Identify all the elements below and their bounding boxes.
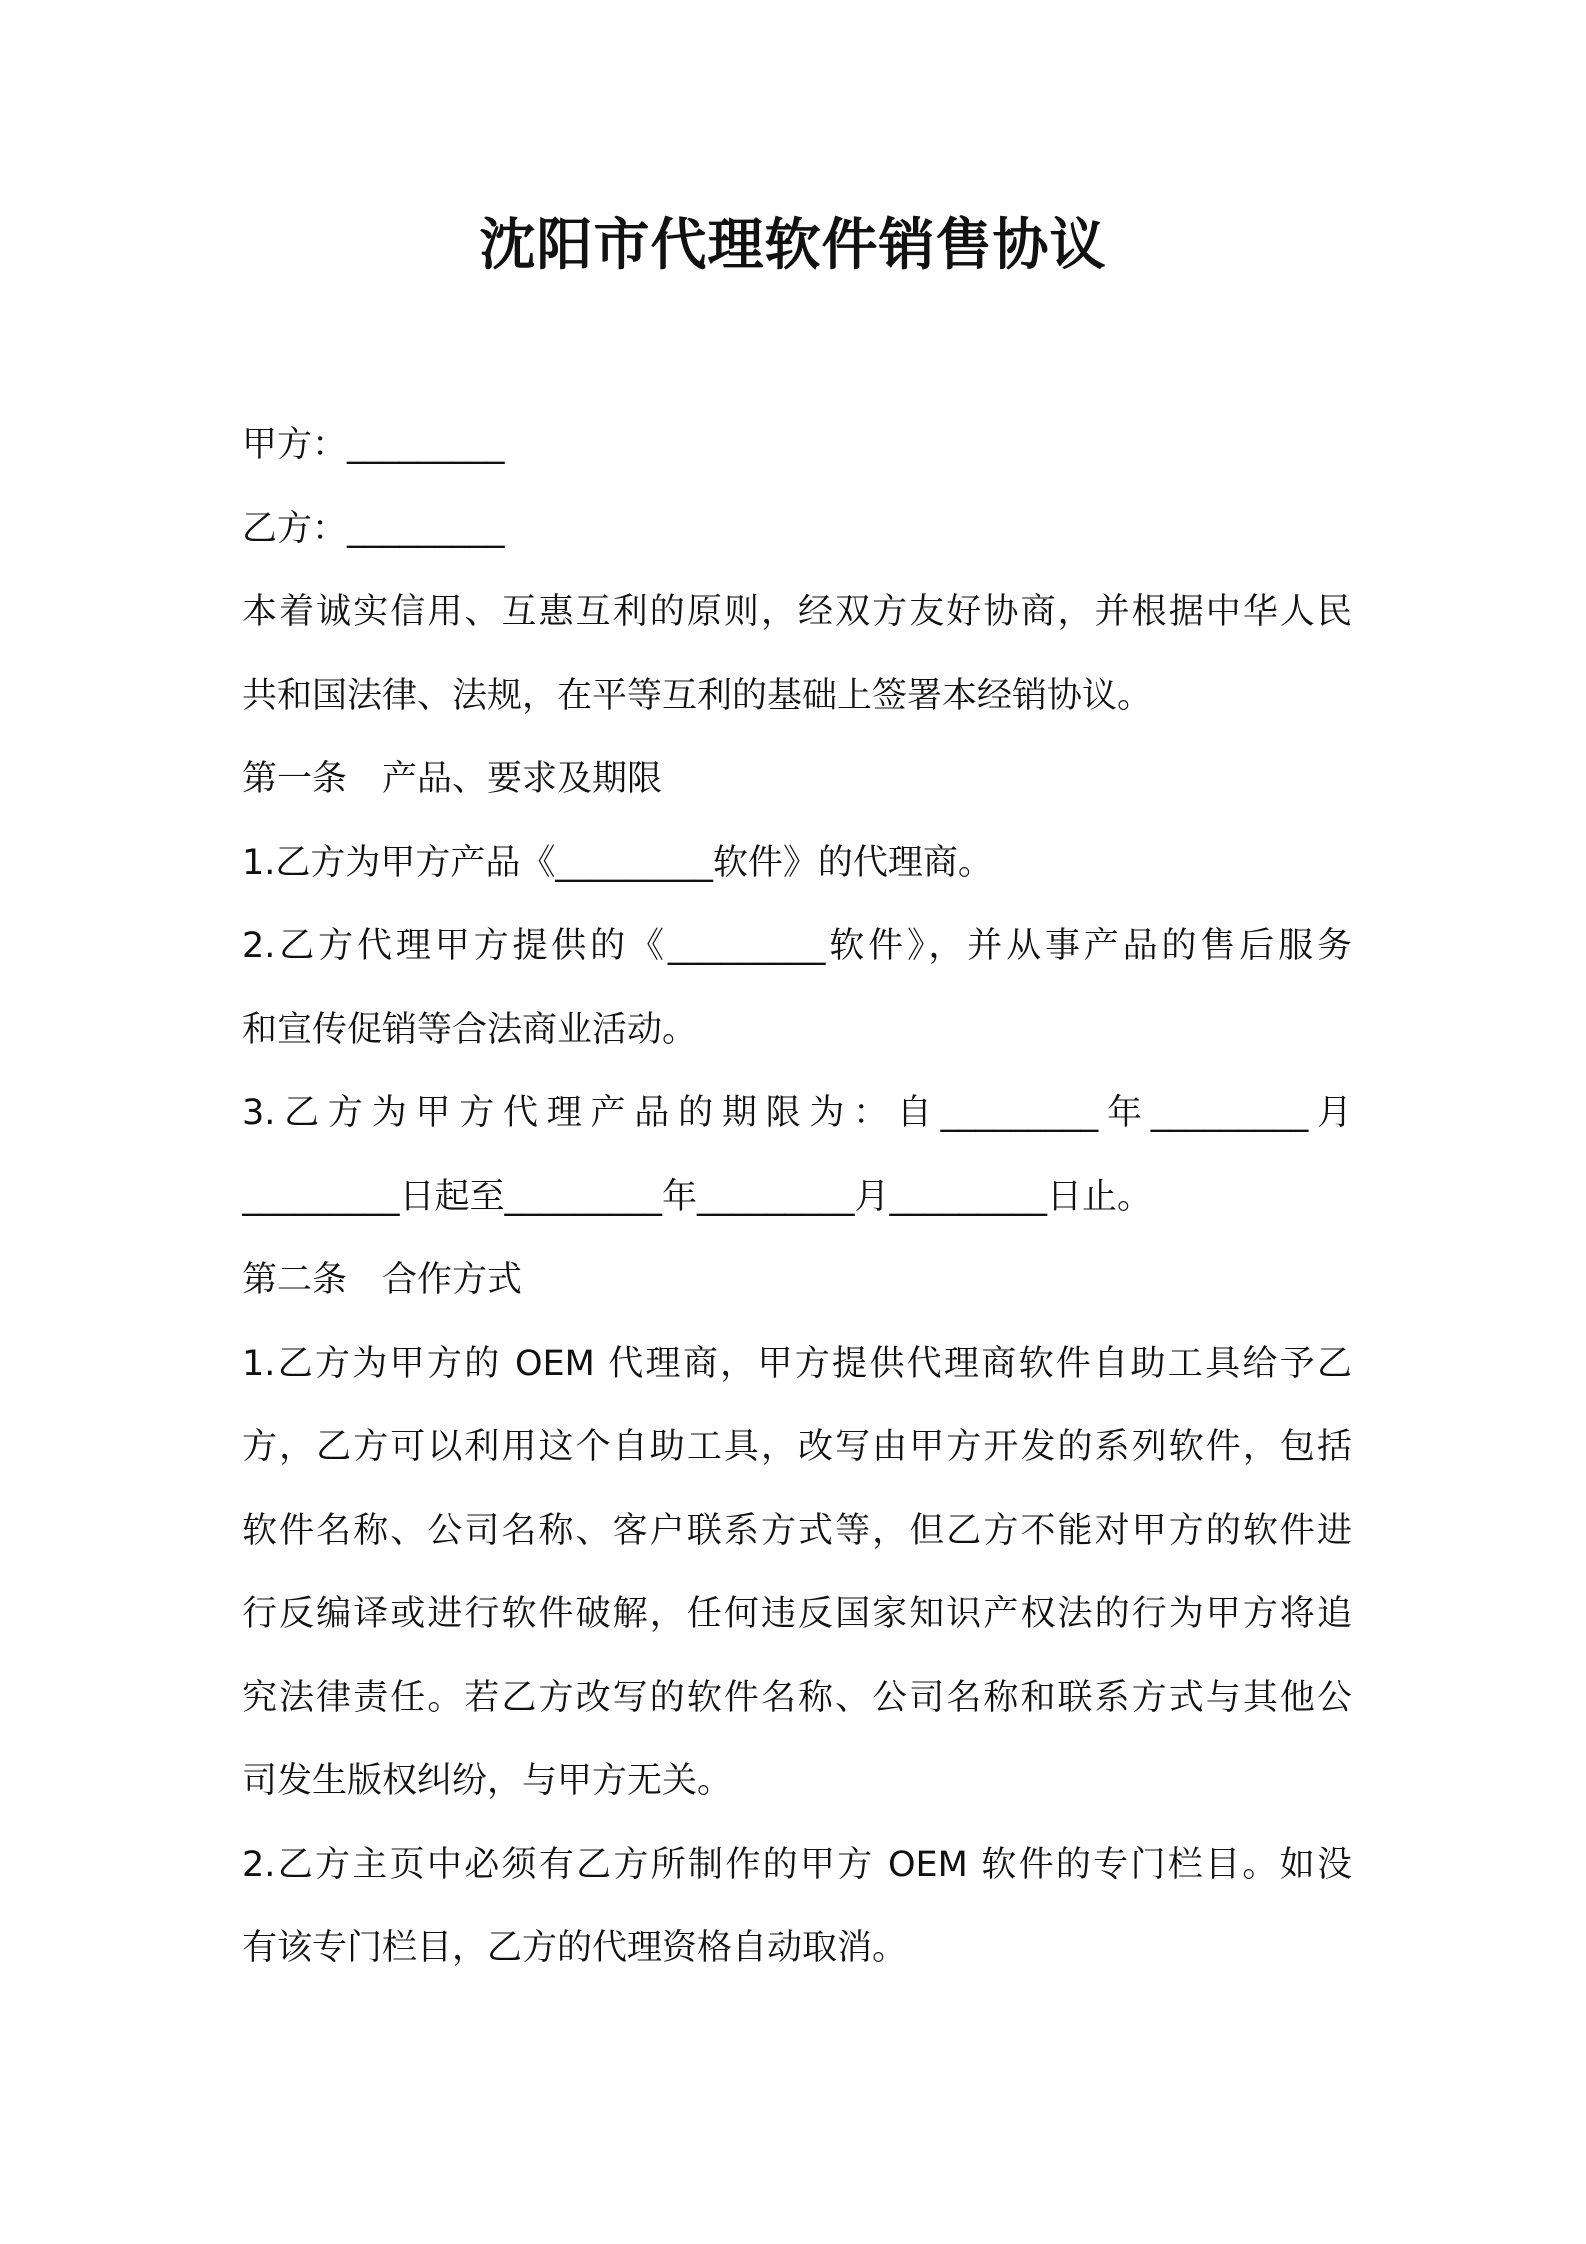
clause-line: 方，乙方可以利用这个自助工具，改写由甲方开发的系列软件，包括 [242,1427,1352,1467]
document-body [242,404,1352,1991]
preamble-line: 共和国法律、法规，在平等互利的基础上签署本经销协议。 [242,675,1153,716]
clause-line: 究法律责任。若乙方改写的软件名称、公司名称和联系方式与其他公 [242,1677,1352,1718]
clause-line: 1.乙方为甲方的 OEM 代理商，甲方提供代理商软件自助工具给予乙 [242,1343,1352,1384]
party-b-line: 乙方：_________ [242,508,505,549]
preamble-line: 本着诚实信用、互惠互利的原则，经双方友好协商，并根据中华人民 [242,592,1352,632]
clause-line: _________日起至_________年_________月_________日止。 [242,1176,1153,1217]
clause-line: 1.乙方为甲方产品《_________软件》的代理商。 [242,842,993,883]
article-heading: 第一条 产品、要求及期限 [242,759,663,799]
clause-line: 软件名称、公司名称、客户联系方式等，但乙方不能对甲方的软件进 [242,1510,1352,1551]
clause-line: 2.乙方代理甲方提供的《_________软件》，并从事产品的售后服务 [242,926,1352,966]
clause-line: 司发生版权纠纷，与甲方无关。 [242,1761,733,1801]
clause-line: 和宣传促销等合法商业活动。 [242,1009,698,1050]
clause-line: 有该专门栏目，乙方的代理资格自动取消。 [242,1928,908,1968]
clause-line: 3.乙方为甲方代理产品的期限为：自_________年_________月 [242,1093,1352,1133]
clause-line: 行反编译或进行软件破解，任何违反国家知识产权法的行为甲方将追 [242,1594,1352,1634]
article-heading: 第二条 合作方式 [242,1260,523,1300]
document-title: 沈阳市代理软件销售协议 [479,213,1107,278]
clause-line: 2.乙方主页中必须有乙方所制作的甲方 OEM 软件的专门栏目。如没 [242,1844,1352,1885]
party-a-line: 甲方：_________ [242,425,505,465]
